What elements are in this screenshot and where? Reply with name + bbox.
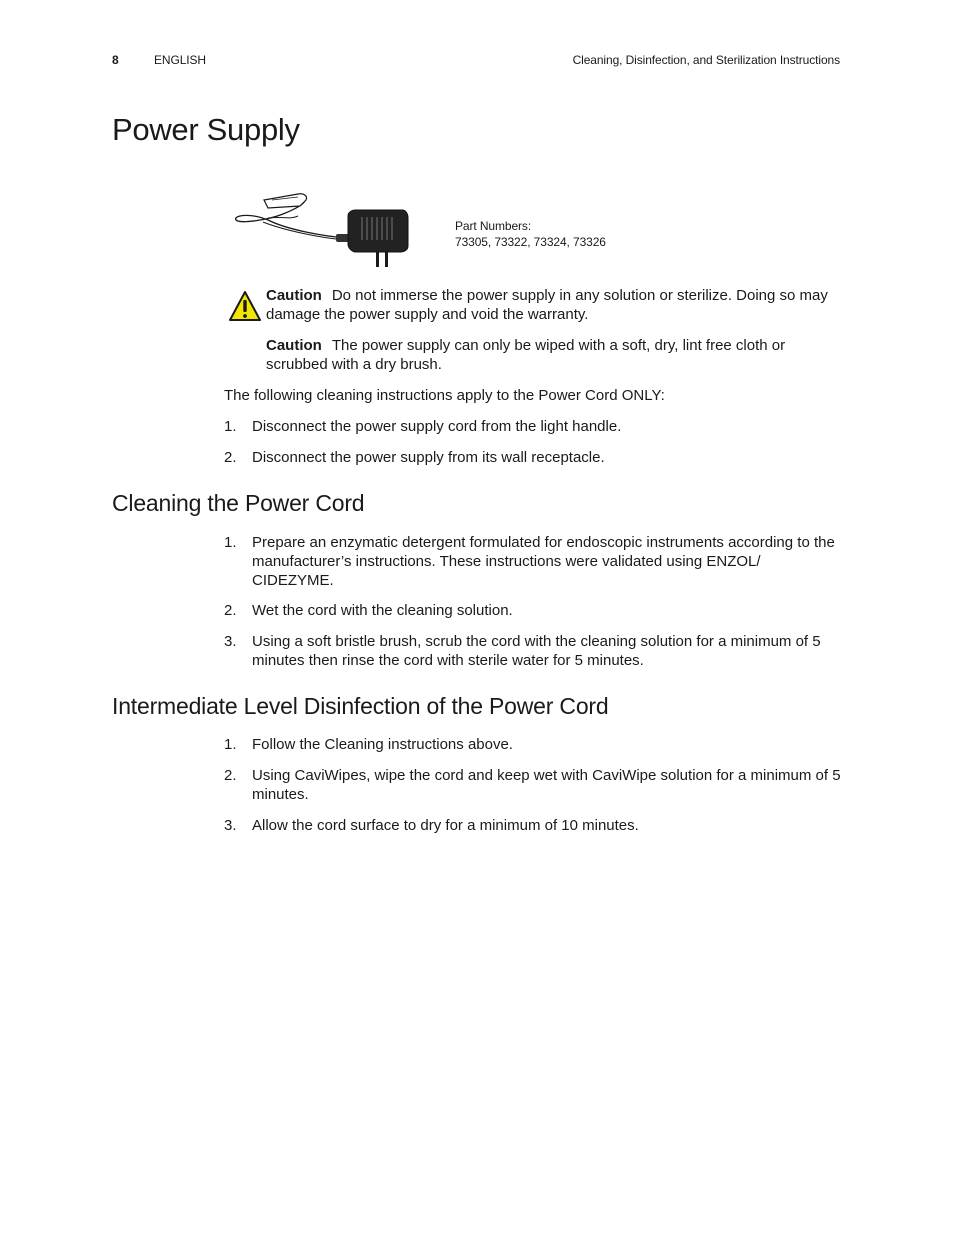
step-number: 2.: [224, 449, 237, 466]
part-numbers-label: Part Numbers:: [455, 219, 532, 233]
caution-note-immersion: [266, 286, 841, 324]
caution-label: Caution: [266, 287, 322, 304]
step-text: Allow the cord surface to dry for a minimum of 10 minutes.: [252, 817, 639, 834]
intro-paragraph: The following cleaning instructions apply to the Power Cord ONLY:: [224, 387, 665, 404]
section-title-disinfection: Intermediate Level Disinfection of the Power Cord: [112, 693, 609, 719]
document-title: Cleaning, Disinfection, and Sterilization Instructions: [572, 53, 840, 67]
step-text: Prepare an enzymatic detergent formulated for endoscopic instruments according to the manufacturer’s instructions. These instructions were validated using ENZOL/ CIDEZYME.: [252, 534, 835, 589]
part-numbers-value: 73305, 73322, 73324, 73326: [455, 235, 606, 249]
step-text: Wet the cord with the cleaning solution.: [252, 602, 513, 619]
step-number: 3.: [224, 817, 237, 834]
section-title-power-supply: Power Supply: [112, 112, 300, 147]
power-supply-illustration: [228, 190, 418, 270]
section-title-cleaning: Cleaning the Power Cord: [112, 490, 365, 516]
step-number: 3.: [224, 633, 237, 650]
caution-text: Do not immerse the power supply in any solution or sterilize. Doing so may damage the power supply and void the warranty.: [266, 287, 828, 323]
step-text: Disconnect the power supply from its wall receptacle.: [252, 449, 605, 466]
step-text: Using CaviWipes, wipe the cord and keep wet with CaviWipe solution for a minimum of 5 minutes.: [252, 767, 841, 803]
step-number: 1.: [224, 534, 237, 551]
caution-note-wiping: [266, 336, 841, 374]
step-text: Disconnect the power supply cord from the light handle.: [252, 418, 622, 435]
part-numbers: [455, 218, 606, 250]
language-label: ENGLISH: [154, 53, 206, 67]
step-number: 1.: [224, 418, 237, 435]
step-number: 1.: [224, 736, 237, 753]
step-number: 2.: [224, 767, 237, 784]
warning-triangle-icon: [228, 290, 262, 322]
caution-text: The power supply can only be wiped with a soft, dry, lint free cloth or scrubbed with a dry brush.: [266, 337, 786, 373]
page-number: 8: [112, 53, 119, 67]
step-text: Using a soft bristle brush, scrub the cord with the cleaning solution for a minimum of 5 minutes then rinse the cord with sterile water for 5 minutes.: [252, 633, 821, 669]
step-text: Follow the Cleaning instructions above.: [252, 736, 513, 753]
step-number: 2.: [224, 602, 237, 619]
caution-label: Caution: [266, 337, 322, 354]
